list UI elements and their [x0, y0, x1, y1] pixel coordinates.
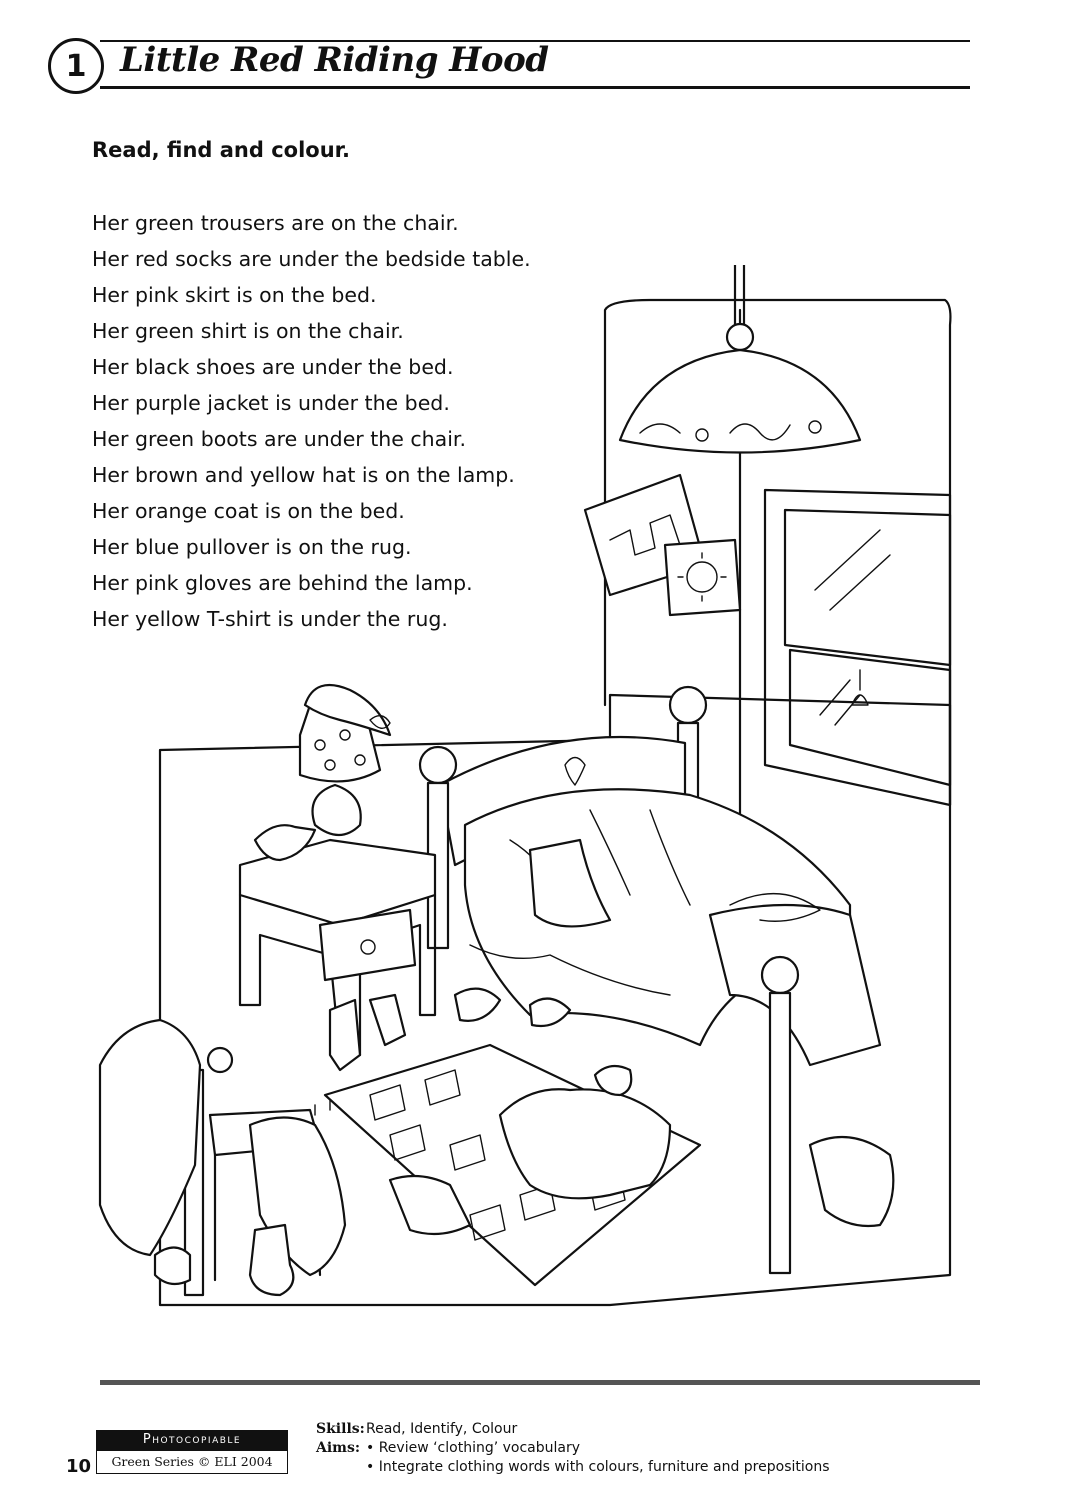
ceiling-lamp-icon: [620, 265, 860, 453]
sentence-item: Her pink skirt is on the bed.: [92, 283, 377, 307]
instruction-heading: Read, find and colour.: [92, 138, 351, 162]
sun-poster-icon: [665, 540, 740, 615]
header-bottom-rule: [100, 86, 970, 89]
photocopiable-label: Photocopiable: [96, 1430, 288, 1450]
aims-row: [316, 1458, 829, 1477]
bedroom-illustration: [90, 265, 990, 1325]
bedroom-drawing: [90, 265, 990, 1325]
jacket-icon: [810, 1137, 893, 1226]
skills-value: Read, Identify, Colour: [366, 1421, 518, 1437]
aims-label: Aims:: [316, 1440, 361, 1456]
sentence-item: Her blue pullover is on the rug.: [92, 535, 412, 559]
aims-item: • Review ‘clothing’ vocabulary: [366, 1440, 581, 1456]
sentence-item: Her red socks are under the bedside table.: [92, 247, 531, 271]
sentence-item: Her purple jacket is under the bed.: [92, 391, 450, 415]
page-number: 10: [66, 1456, 92, 1477]
skills-aims-block: [316, 1420, 829, 1477]
series-label: Green Series © ELI 2004: [96, 1450, 288, 1474]
sentence-item: Her yellow T-shirt is under the rug.: [92, 607, 448, 631]
sentence-item: Her black shoes are under the bed.: [92, 355, 454, 379]
sentence-item: Her pink gloves are behind the lamp.: [92, 571, 473, 595]
socks-icon: [330, 995, 405, 1070]
photocopiable-box: [96, 1430, 288, 1474]
boots-icon: [155, 1225, 293, 1295]
sentence-item: Her green boots are under the chair.: [92, 427, 466, 451]
skills-label: Skills:: [316, 1421, 365, 1437]
footer-rule: [100, 1380, 980, 1385]
skills-row: [316, 1420, 829, 1439]
unit-number-badge: 1: [48, 38, 104, 94]
sentence-item: Her green shirt is on the chair.: [92, 319, 404, 343]
sentence-item: Her orange coat is on the bed.: [92, 499, 405, 523]
aims-row: [316, 1439, 829, 1458]
sentence-item: Her brown and yellow hat is on the lamp.: [92, 463, 515, 487]
worksheet-header: [40, 30, 970, 110]
page-title: Little Red Riding Hood: [120, 40, 549, 80]
aims-item: • Integrate clothing words with colours, furniture and prepositions: [366, 1459, 830, 1475]
window-icon: [765, 490, 950, 805]
sentence-item: Her green trousers are on the chair.: [92, 211, 459, 235]
